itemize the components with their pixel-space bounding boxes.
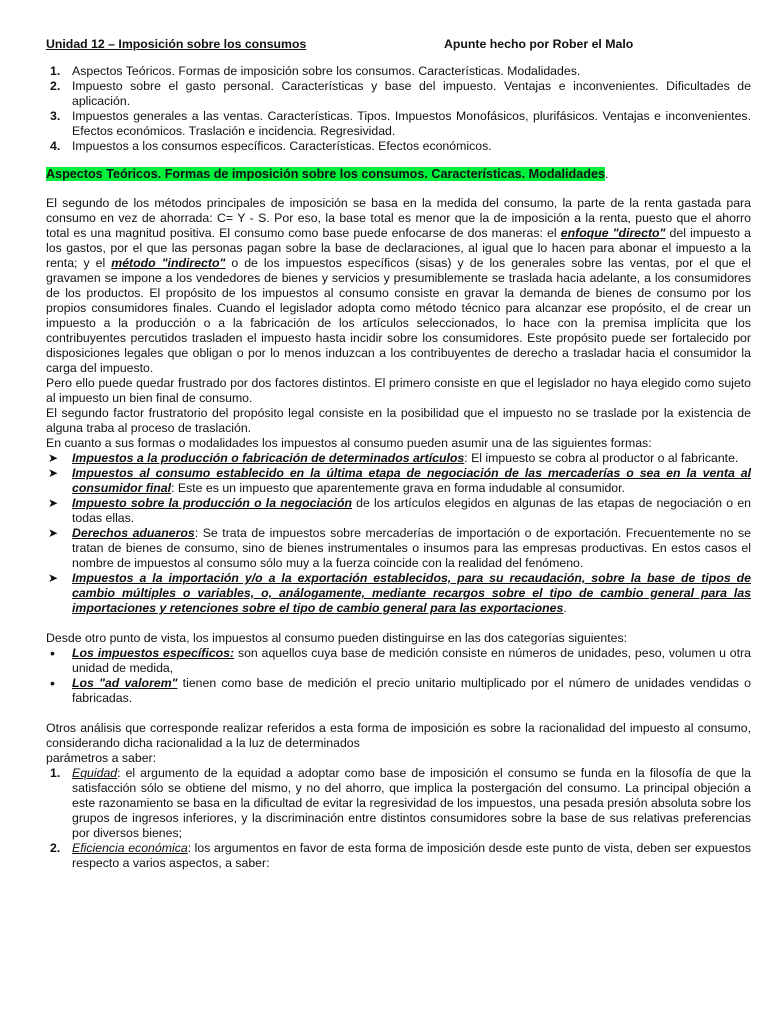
author-note: Apunte hecho por Rober el Malo [444, 37, 634, 51]
spacer [46, 616, 751, 631]
paragraph-categories-intro: Desde otro punto de vista, los impuestos al consumo pueden distinguirse en las dos categorías siguientes: [46, 631, 628, 645]
list-item [46, 841, 751, 871]
item-text: : el argumento de la equidad a adoptar como base de imposición el consumo se funda en la filosofía de que la satisfacción sólo se obtiene del mismo, y no del ahorro, que implica la postergación del consumo. La principal objeción a este razonamiento se basa en la dificultad de evitar la regresividad de los impuestos, una pesada presión absoluta sobre los grupos de ingresos inferiores, y la discriminación entre distintos consumidores sobre la base de sus relativas preferencias por diversos bienes; [72, 766, 751, 840]
item-text: Impuestos a los consumos específicos. Características. Efectos económicos. [72, 139, 492, 153]
paragraph-parameters: parámetros a saber: [46, 751, 157, 765]
paragraph-forms-intro: En cuanto a sus formas o modalidades los impuestos al consumo pueden asumir una de las siguientes formas: [46, 436, 652, 450]
spacer [46, 706, 751, 721]
item-text: . [563, 601, 567, 615]
list-item [46, 109, 751, 139]
dot-bullet-icon: • [50, 675, 55, 691]
item-number: 3. [50, 109, 61, 123]
item-text: Aspectos Teóricos. Formas de imposición sobre los consumos. Características. Modalidades. [72, 64, 581, 78]
paragraph-intro [46, 196, 751, 376]
dot-bullet-icon: • [50, 645, 55, 661]
list-item [46, 571, 751, 616]
item-number: 1. [50, 766, 61, 780]
item-number: 2. [50, 841, 61, 855]
paragraph-rationality: Otros análisis que corresponde realizar referidos a esta forma de imposición es sobre la racionalidad del impuesto al consumo, considerando dicha racionalidad a la luz de determinados [46, 721, 751, 750]
text-run: o de los impuestos específicos (sisas) y de los generales sobre las ventas, por el que el gravamen se impone a los vendedores de bienes y servicios y presumiblemente se traslada hacia adelante, a los consumidores de los productos. El propósito de los impuestos al consumo consiste en gravar la demanda de bienes de consumo por los propios consumidores finales. Cuando el legislador adopta como método técnico para alcanzar ese propósito, el de crear un impuesto a la producción o a la fabricación de los artículos seleccionados, lo hace con la premisa implícita que los contribuyentes percutidos trasladen el impuesto hasta incidir sobre los consumidores. Este propósito puede ser fortalecido por disposiciones legales que obligan o por lo menos induzcan a los contribuyentes de derecho a trasladar hacia el consumidor la carga del impuesto. [46, 256, 752, 375]
list-item [46, 766, 751, 841]
document-header [46, 37, 751, 52]
text-run: El segundo de los métodos principales de imposición se basa en la medida del consumo, la parte de la renta gastada para consumo en vez de ahorrada: C= Y - S. Por eso, la base total es menor que la de imposición a la renta, puesto que el ahorro total es una magnitud positiva. El consumo como base puede enfocarse de dos maneras: el [46, 196, 751, 240]
item-term: Impuestos a la producción o fabricación de determinados artículos [72, 451, 465, 465]
parameters-list [46, 766, 751, 871]
highlighted-heading: Aspectos Teóricos. Formas de imposición sobre los consumos. Características. Modalidades [46, 167, 605, 181]
item-term: Impuestos al consumo establecido en la última etapa de negociación de las mercaderías o sea en la venta al consumidor final [72, 466, 751, 495]
item-term: Derechos aduaneros [72, 526, 195, 540]
arrow-bullet-icon: ➤ [48, 451, 59, 465]
heading-period: . [604, 167, 609, 181]
item-term: Equidad [72, 766, 118, 780]
item-term: Eficiencia económica [72, 841, 188, 855]
term-direct-approach: enfoque "directo" [560, 226, 666, 240]
list-item [46, 496, 751, 526]
paragraph-frustration: Pero ello puede quedar frustrado por dos factores distintos. El primero consiste en que el legislador no haya elegido como sujeto al impuesto un bien final de consumo. [46, 376, 751, 405]
arrow-bullet-icon: ➤ [48, 496, 59, 510]
forms-list [46, 451, 751, 616]
topics-list [46, 64, 751, 154]
categories-list [46, 646, 751, 706]
arrow-bullet-icon: ➤ [48, 466, 59, 480]
term-indirect-method: método "indirecto" [111, 256, 226, 270]
item-text: : los argumentos en favor de esta forma de imposición desde este punto de vista, deben ser expuestos respecto a varios aspectos, a saber: [72, 841, 751, 870]
item-term: Los "ad valorem" [72, 676, 178, 690]
list-item [46, 676, 751, 706]
item-text: : Este es un impuesto que aparentemente grava en forma indudable al consumidor. [171, 481, 625, 495]
item-term: Los impuestos específicos: [72, 646, 235, 660]
list-item [46, 79, 751, 109]
item-number: 2. [50, 79, 61, 93]
list-item [46, 139, 751, 154]
item-term: Impuestos a la importación y/o a la exportación establecidos, para su recaudación, sobre la base de tipos de cambio múltiples o variables, o, análogamente, mediante recargos sobre el tipo de cambio general para las importaciones y retenciones sobre el tipo de cambio general para las exportaciones [72, 571, 751, 615]
list-item [46, 451, 751, 466]
item-number: 4. [50, 139, 61, 153]
list-item [46, 646, 751, 676]
item-text: Impuesto sobre el gasto personal. Características y base del impuesto. Ventajas e inconvenientes. Dificultades de aplicación. [72, 79, 751, 108]
item-text: son aquellos cuya base de medición consiste en números de unidades, peso, volumen u otra unidad de medida, [72, 646, 751, 675]
item-text: tienen como base de medición el precio unitario multiplicado por el número de unidades vendidas o fabricadas. [72, 676, 752, 705]
unit-title: Unidad 12 – Imposición sobre los consumos [46, 37, 307, 51]
item-number: 1. [50, 64, 61, 78]
list-item [46, 64, 751, 79]
text-run: del impuesto a los gastos, por el que las personas pagan sobre la base de declaraciones, al igual que lo hacen para abonar el impuesto a la renta; y el [46, 226, 751, 270]
item-text: : Se trata de impuestos sobre mercaderías de importación o de exportación. Frecuentemente no se tratan de bienes de consumo, sino de bienes instrumentales o insumos para las empresas productivas. En estos casos el nombre de impuestos al consumo sólo muy a la fuerza coincide con la realidad del fenómeno. [72, 526, 751, 570]
list-item [46, 466, 751, 496]
arrow-bullet-icon: ➤ [48, 526, 59, 540]
paragraph-second-factor: El segundo factor frustratorio del propósito legal consiste en la posibilidad que el impuesto no se traslade por la existencia de alguna traba al proceso de traslación. [46, 406, 751, 435]
item-text: Impuestos generales a las ventas. Características. Tipos. Impuestos Monofásicos, plurifásicos. Ventajas e inconvenientes. Efectos económicos. Traslación e incidencia. Regresividad. [72, 109, 751, 138]
item-text: de los artículos elegidos en algunas de las etapas de negociación o en todas ellas. [72, 496, 751, 525]
item-text: : El impuesto se cobra al productor o al fabricante. [464, 451, 739, 465]
list-item [46, 526, 751, 571]
arrow-bullet-icon: ➤ [48, 571, 59, 585]
item-term: Impuesto sobre la producción o la negociación [72, 496, 352, 510]
section-heading [46, 167, 751, 182]
